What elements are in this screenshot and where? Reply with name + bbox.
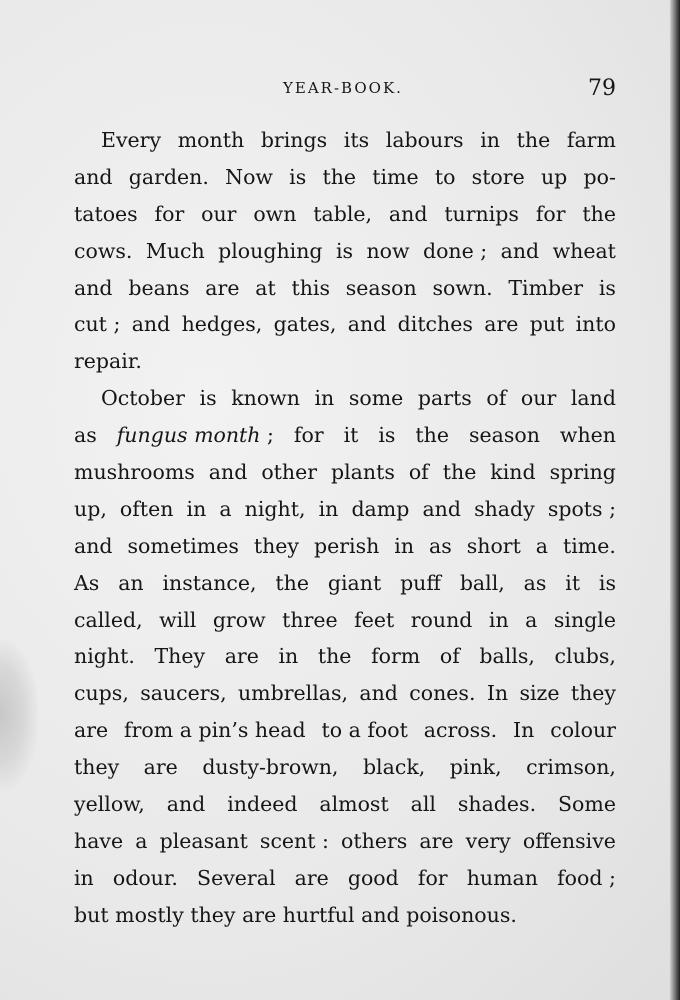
- text-line: [74, 749, 616, 786]
- word: are: [74, 718, 109, 743]
- word: and: [359, 681, 398, 706]
- word: our: [520, 386, 557, 411]
- word: size: [519, 681, 560, 706]
- word: and: [131, 312, 171, 337]
- word: balls,: [479, 644, 535, 669]
- word: store: [471, 164, 525, 189]
- word: the: [322, 164, 357, 189]
- word: good: [347, 865, 399, 890]
- word: it: [343, 423, 359, 448]
- word: in: [488, 607, 509, 632]
- word: giant: [327, 570, 382, 595]
- word: for: [535, 201, 566, 226]
- text-line: [74, 712, 616, 749]
- word: Every: [101, 128, 162, 152]
- word: they: [570, 681, 616, 706]
- word: In: [486, 681, 509, 706]
- word: puff: [400, 570, 441, 595]
- word: are: [484, 312, 519, 337]
- text-line: [74, 897, 616, 934]
- word: spots ;: [547, 496, 616, 521]
- text-line: [74, 602, 616, 639]
- word: the: [516, 128, 551, 152]
- word: time: [372, 164, 419, 189]
- text-line: [74, 454, 616, 491]
- word: the: [442, 460, 477, 485]
- text-line: [74, 528, 616, 565]
- word: perish: [313, 533, 380, 558]
- text-line: [74, 786, 616, 823]
- word: crimson,: [526, 755, 616, 780]
- word: its: [343, 128, 370, 152]
- word: and: [347, 312, 387, 337]
- word: and: [500, 238, 540, 263]
- word: and: [388, 201, 428, 226]
- word: ploughing: [218, 238, 323, 263]
- word: form: [371, 644, 421, 669]
- word: season: [345, 275, 417, 300]
- word: cones.: [409, 681, 476, 706]
- word: called,: [74, 607, 143, 632]
- text-line: [74, 823, 616, 860]
- word: it: [565, 570, 581, 595]
- word: from a pin’s head: [124, 718, 306, 743]
- word: Much: [145, 238, 205, 263]
- word: they: [253, 533, 299, 558]
- word: other: [261, 460, 318, 485]
- word: tatoes: [74, 201, 138, 226]
- page-edge-shadow: [670, 0, 680, 1000]
- word: food ;: [557, 865, 616, 890]
- word: gates,: [273, 312, 337, 337]
- word: season: [468, 423, 540, 448]
- word: As: [74, 570, 100, 595]
- word: very: [465, 828, 511, 853]
- word: offensive: [522, 828, 616, 853]
- word: odour.: [112, 865, 178, 890]
- word: They: [154, 644, 206, 669]
- word: for: [293, 423, 324, 448]
- word: own: [253, 201, 297, 226]
- word: and: [422, 496, 461, 521]
- word: for: [417, 865, 448, 890]
- word: pleasant: [159, 828, 248, 853]
- word: night,: [244, 496, 306, 521]
- word: in: [314, 386, 335, 411]
- word: is: [378, 423, 396, 448]
- word: colour: [550, 718, 616, 743]
- word: beans: [128, 275, 190, 300]
- word: are: [143, 755, 178, 780]
- word: is: [335, 238, 354, 263]
- word: they: [74, 755, 120, 780]
- word: in: [394, 533, 415, 558]
- word: mostly: [115, 902, 184, 927]
- word: shady: [474, 496, 535, 521]
- word: have: [74, 828, 124, 853]
- word: is: [598, 570, 616, 595]
- word: are: [294, 865, 329, 890]
- word: short: [466, 533, 521, 558]
- page-number: 79: [588, 76, 616, 101]
- text-line: [74, 417, 616, 454]
- word: indeed: [227, 792, 298, 817]
- word: labours: [385, 128, 464, 152]
- word: others: [341, 828, 408, 853]
- running-head-title: YEAR-BOOK.: [283, 79, 403, 97]
- word: the: [582, 201, 616, 226]
- word: is: [289, 164, 307, 189]
- word: an: [118, 570, 144, 595]
- word: plants: [331, 460, 395, 485]
- word: in: [186, 496, 207, 521]
- text-line: [74, 565, 616, 602]
- word: parts: [417, 386, 472, 411]
- word: in: [318, 496, 339, 521]
- word: feet: [354, 607, 395, 632]
- word: and: [74, 164, 113, 189]
- word: of: [439, 644, 460, 669]
- word: as: [429, 533, 452, 558]
- word: land: [570, 386, 616, 411]
- word: poisonous.: [406, 902, 517, 927]
- word: umbrellas,: [237, 681, 349, 706]
- word: clubs,: [554, 644, 616, 669]
- text-line: [74, 380, 616, 417]
- word: hurtful: [282, 902, 355, 927]
- word: are: [419, 828, 454, 853]
- word: night.: [74, 644, 135, 669]
- word: turnips: [444, 201, 519, 226]
- word: grow: [212, 607, 266, 632]
- word: pink,: [449, 755, 502, 780]
- word: three: [282, 607, 338, 632]
- word: instance,: [162, 570, 257, 595]
- word: to: [434, 164, 456, 189]
- word: damp: [351, 496, 410, 521]
- word: the: [317, 644, 352, 669]
- word: wheat: [552, 238, 616, 263]
- word: of: [486, 386, 507, 411]
- text-line: [74, 233, 616, 270]
- word: human: [466, 865, 538, 890]
- word: mushrooms: [74, 460, 195, 485]
- word: almost: [319, 792, 389, 817]
- word: scent :: [259, 828, 329, 853]
- word: up,: [74, 496, 107, 521]
- word: cows.: [74, 238, 133, 263]
- word: po-: [583, 164, 616, 189]
- word: In: [513, 718, 535, 743]
- word: and: [74, 275, 113, 300]
- word: hedges,: [181, 312, 263, 337]
- word: is: [598, 275, 616, 300]
- word: the: [415, 423, 449, 448]
- word: round: [410, 607, 473, 632]
- word: a: [525, 607, 538, 632]
- word: often: [119, 496, 174, 521]
- word: cut ;: [74, 312, 121, 337]
- word: shades.: [457, 792, 537, 817]
- word: some: [348, 386, 404, 411]
- text-line: [74, 122, 616, 159]
- word: across.: [423, 718, 498, 743]
- paragraph: [74, 380, 616, 933]
- text-line: [74, 196, 616, 233]
- word: Several: [197, 865, 276, 890]
- word: fungus month ;: [116, 423, 274, 448]
- word: this: [291, 275, 330, 300]
- text-line: [74, 860, 616, 897]
- word: and: [166, 792, 206, 817]
- word: sometimes: [127, 533, 239, 558]
- paragraph: [74, 122, 616, 380]
- word: Some: [558, 792, 616, 817]
- word: they: [190, 902, 236, 927]
- text-line: [74, 270, 616, 307]
- text-line: [74, 638, 616, 675]
- word: Now: [225, 164, 273, 189]
- word: single: [553, 607, 616, 632]
- word: to a foot: [321, 718, 408, 743]
- text-line: [74, 343, 616, 380]
- word: are: [224, 644, 259, 669]
- word: October: [101, 386, 185, 411]
- word: time.: [563, 533, 616, 558]
- word: as: [74, 423, 97, 448]
- word: and: [74, 533, 113, 558]
- word: ball,: [459, 570, 505, 595]
- word: are: [242, 902, 277, 927]
- text-line: [74, 675, 616, 712]
- word: but: [74, 902, 109, 927]
- word: black,: [362, 755, 426, 780]
- word: is: [199, 386, 217, 411]
- text-line: [74, 491, 616, 528]
- word: a: [135, 828, 148, 853]
- word: when: [559, 423, 616, 448]
- text-line: [74, 159, 616, 196]
- word: done ;: [422, 238, 488, 263]
- word: a: [219, 496, 232, 521]
- word: repair.: [74, 349, 142, 374]
- word: kind: [490, 460, 536, 485]
- word: in: [278, 644, 299, 669]
- word: and: [208, 460, 248, 485]
- page-stain: [0, 640, 38, 790]
- word: of: [408, 460, 429, 485]
- word: our: [201, 201, 237, 226]
- word: all: [410, 792, 436, 817]
- word: saucers,: [140, 681, 227, 706]
- word: the: [275, 570, 309, 595]
- word: into: [575, 312, 616, 337]
- word: month: [177, 128, 245, 152]
- word: Timber: [508, 275, 584, 300]
- word: dusty-brown,: [202, 755, 339, 780]
- word: will: [159, 607, 197, 632]
- word: sown.: [432, 275, 493, 300]
- running-head: [0, 76, 680, 104]
- word: ditches: [397, 312, 473, 337]
- body-text: [74, 122, 616, 934]
- word: garden.: [128, 164, 209, 189]
- word: in: [480, 128, 500, 152]
- word: for: [154, 201, 185, 226]
- word: in: [74, 865, 94, 890]
- word: are: [205, 275, 240, 300]
- word: put: [529, 312, 565, 337]
- word: cups,: [74, 681, 129, 706]
- word: as: [523, 570, 547, 595]
- word: a: [535, 533, 549, 558]
- word: farm: [566, 128, 616, 152]
- text-line: [74, 306, 616, 343]
- word: yellow,: [74, 792, 145, 817]
- word: known: [231, 386, 300, 411]
- word: now: [366, 238, 410, 263]
- word: table,: [313, 201, 373, 226]
- word: at: [255, 275, 276, 300]
- word: brings: [260, 128, 328, 152]
- word: spring: [549, 460, 616, 485]
- word: up: [540, 164, 568, 189]
- word: and: [361, 902, 400, 927]
